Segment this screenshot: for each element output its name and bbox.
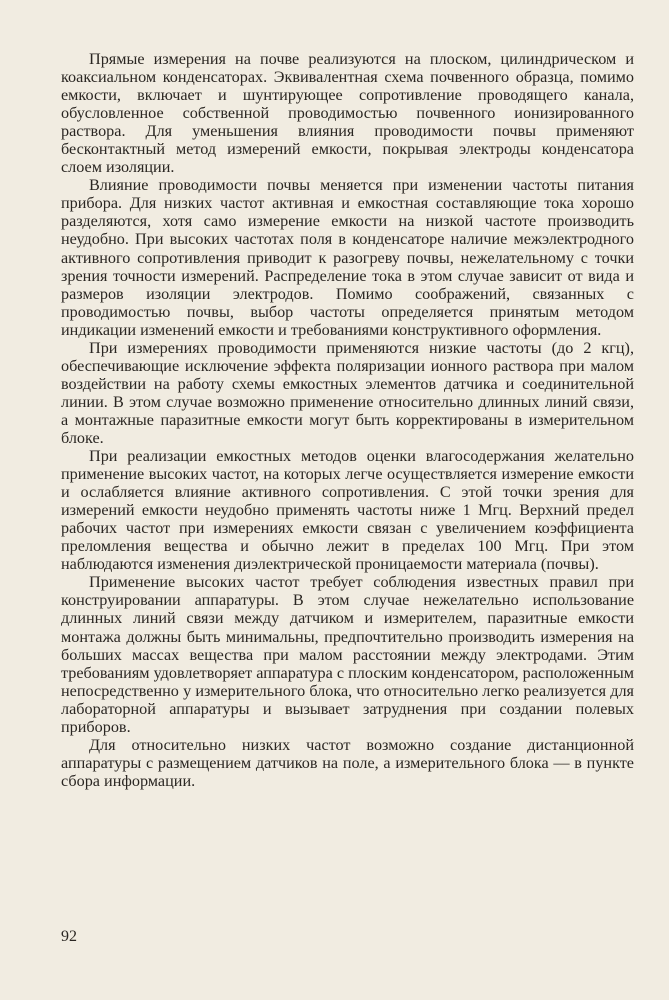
page-number: 92	[61, 928, 77, 945]
paragraph-2: Влияние проводимости почвы меняется при изменении частоты питания прибора. Для низких частот активная и емкостная составляющие тока хорошо разделяются, хотя само измерение емкости на низкой частоте производить неудобно. При высоких частотах поля в конденсаторе наличие межэлектродного активного сопротивления приводит к разогреву почвы, нежелательному с точки зрения точности измерений. Распределение тока в этом случае зависит от вида и размеров изоляции электродов. Помимо соображений, связанных с проводимостью почвы, выбор частоты определяется принятым методом индикации изменений емкости и требованиями конструктивного оформления.	[61, 176, 634, 339]
paragraph-3: При измерениях проводимости применяются низкие частоты (до 2 кгц), обеспечивающие исключение эффекта поляризации ионного раствора при малом воздействии на работу схемы емкостных элементов датчика и соединительной линии. В этом случае возможно применение относительно длинных линий связи, а монтажные паразитные емкости могут быть корректированы в измерительном блоке.	[61, 338, 634, 447]
paragraph-4: При реализации емкостных методов оценки влагосодержания желательно применение высоких частот, на которых легче осуществляется измерение емкости и ослабляется влияние активного сопротивления. С этой точки зрения для измерений емкости неудобно применять частоты ниже 1 Мгц. Верхний предел рабочих частот при измерениях емкости связан с увеличением коэффициента преломления вещества и обычно лежит в пределах 100 Мгц. При этом наблюдаются изменения диэлектрической проницаемости материала (почвы).	[61, 447, 634, 574]
paragraph-1: Прямые измерения на почве реализуются на плоском, цилиндрическом и коаксиальном конденсаторах. Эквивалентная схема почвенного образца, помимо емкости, включает и шунтирующее сопротивление проводящего канала, обусловленное собственной проводимостью почвенного ионизированного раствора. Для уменьшения влияния проводимости почвы применяют бесконтактный метод измерений емкости, покрывая электроды конденсатора слоем изоляции.	[61, 50, 634, 177]
paragraph-5: Применение высоких частот требует соблюдения известных правил при конструировании аппаратуры. В этом случае нежелательно использование длинных линий связи между датчиком и измерителем, паразитные емкости монтажа должны быть минимальны, предпочтительно производить измерения на больших массах вещества при малом расстоянии между электродами. Этим требованиям удовлетворяет аппаратура с плоским конденсатором, расположенным непосредственно у измерительного блока, что относительно легко реализуется для лабораторной аппаратуры и вызывает затруднения при создании полевых приборов.	[61, 573, 634, 736]
page-body	[61, 50, 634, 790]
paragraph-6: Для относительно низких частот возможно создание дистанционной аппаратуры с размещением датчиков на поле, а измерительного блока — в пункте сбора информации.	[61, 735, 634, 790]
